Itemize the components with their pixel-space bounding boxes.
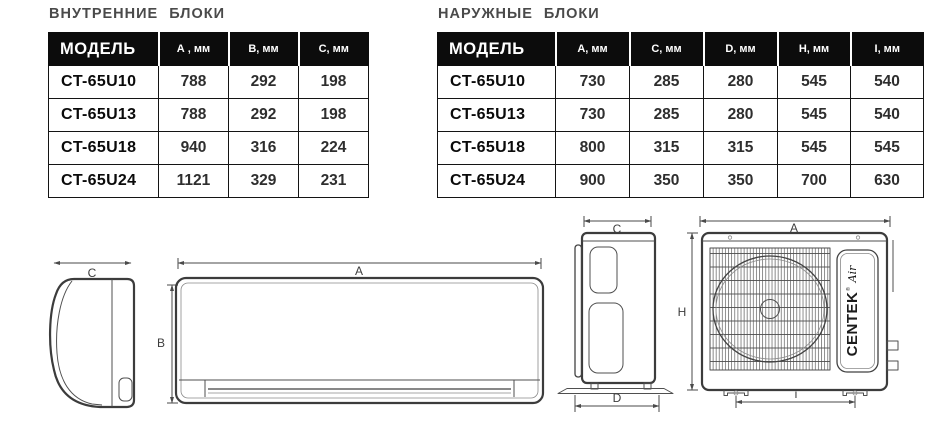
indoor-col-model: МОДЕЛЬ: [49, 33, 159, 66]
value-cell: 545: [778, 99, 851, 132]
value-cell: 545: [778, 66, 851, 99]
outdoor-header-row: [438, 33, 924, 66]
value-cell: 315: [630, 132, 704, 165]
model-cell: CT-65U24: [438, 165, 556, 198]
value-cell: 198: [299, 99, 369, 132]
outdoor-side-body: [582, 233, 655, 383]
model-cell: CT-65U13: [49, 99, 159, 132]
indoor-front-body: [176, 278, 543, 403]
value-cell: 350: [630, 165, 704, 198]
value-cell: 329: [229, 165, 299, 198]
indoor-unit-side-view: [42, 252, 142, 420]
value-cell: 1121: [159, 165, 229, 198]
outdoor-col-model: МОДЕЛЬ: [438, 33, 556, 66]
value-cell: 730: [556, 66, 630, 99]
table-row: [49, 99, 369, 132]
outdoor-side-vent-lower: [589, 303, 623, 373]
indoor-header-row: [49, 33, 369, 66]
pipe-connection-upper: [887, 341, 898, 350]
dim-label-d: D: [612, 391, 622, 405]
outdoor-col-c: С, мм: [630, 33, 704, 66]
value-cell: 285: [630, 66, 704, 99]
dim-label-a: A: [354, 264, 364, 278]
value-cell: 730: [556, 99, 630, 132]
indoor-units-section: [48, 6, 368, 198]
indoor-section-title: ВНУТРЕННИЕ БЛОКИ: [49, 6, 226, 22]
value-cell: 231: [299, 165, 369, 198]
indoor-col-a: А , мм: [159, 33, 229, 66]
value-cell: 540: [851, 66, 924, 99]
indoor-side-front-seam: [57, 281, 102, 405]
screw-left: [728, 236, 731, 239]
indoor-side-vent: [119, 378, 132, 401]
outdoor-unit-side-view: [553, 212, 681, 423]
outdoor-col-a: А, мм: [556, 33, 630, 66]
value-cell: 285: [630, 99, 704, 132]
pipe-connection-lower: [887, 361, 898, 370]
value-cell: 545: [778, 132, 851, 165]
outdoor-side-coil-edge: [575, 245, 582, 377]
dim-label-b: B: [156, 336, 166, 350]
model-cell: CT-65U10: [49, 66, 159, 99]
model-cell: CT-65U13: [438, 99, 556, 132]
value-cell: 630: [851, 165, 924, 198]
centek-logo-reg: ®: [846, 287, 852, 291]
table-row: [438, 132, 924, 165]
indoor-front-panel: [181, 283, 538, 398]
table-row: [438, 165, 924, 198]
grille-horizontal-bars: [710, 248, 830, 370]
centek-logo-air: Air: [846, 265, 859, 283]
value-cell: 316: [229, 132, 299, 165]
indoor-table: [48, 32, 369, 198]
value-cell: 350: [704, 165, 778, 198]
centek-logo-text: CENTEK: [844, 291, 861, 357]
table-row: [438, 66, 924, 99]
outdoor-unit-front-view: [678, 212, 934, 423]
value-cell: 292: [229, 99, 299, 132]
model-cell: CT-65U24: [49, 165, 159, 198]
outdoor-col-i: I, мм: [851, 33, 924, 66]
value-cell: 788: [159, 66, 229, 99]
value-cell: 198: [299, 66, 369, 99]
indoor-col-c: С, мм: [299, 33, 369, 66]
value-cell: 280: [704, 99, 778, 132]
value-cell: 280: [704, 66, 778, 99]
indoor-unit-front-view: [155, 254, 555, 416]
value-cell: 540: [851, 99, 924, 132]
outdoor-units-section: [437, 6, 923, 198]
model-cell: CT-65U10: [438, 66, 556, 99]
table-row: [49, 66, 369, 99]
screw-right: [856, 236, 859, 239]
model-cell: CT-65U18: [49, 132, 159, 165]
outdoor-section-title: НАРУЖНЫЕ БЛОКИ: [438, 6, 600, 22]
model-cell: CT-65U18: [438, 132, 556, 165]
value-cell: 940: [159, 132, 229, 165]
dim-label-a: A: [789, 221, 799, 235]
table-row: [49, 132, 369, 165]
table-row: [49, 165, 369, 198]
value-cell: 315: [704, 132, 778, 165]
table-row: [438, 99, 924, 132]
value-cell: 788: [159, 99, 229, 132]
dim-label-c: C: [87, 266, 97, 280]
outdoor-col-h: Н, мм: [778, 33, 851, 66]
value-cell: 545: [851, 132, 924, 165]
value-cell: 700: [778, 165, 851, 198]
value-cell: 292: [229, 66, 299, 99]
dim-label-i: i: [794, 387, 798, 401]
outdoor-side-vent-upper: [590, 247, 617, 293]
indoor-col-b: В, мм: [229, 33, 299, 66]
value-cell: 224: [299, 132, 369, 165]
value-cell: 800: [556, 132, 630, 165]
dim-label-h: H: [678, 305, 687, 319]
outdoor-col-d: D, мм: [704, 33, 778, 66]
dim-label-c: C: [612, 222, 622, 236]
outdoor-table: [437, 32, 924, 198]
value-cell: 900: [556, 165, 630, 198]
